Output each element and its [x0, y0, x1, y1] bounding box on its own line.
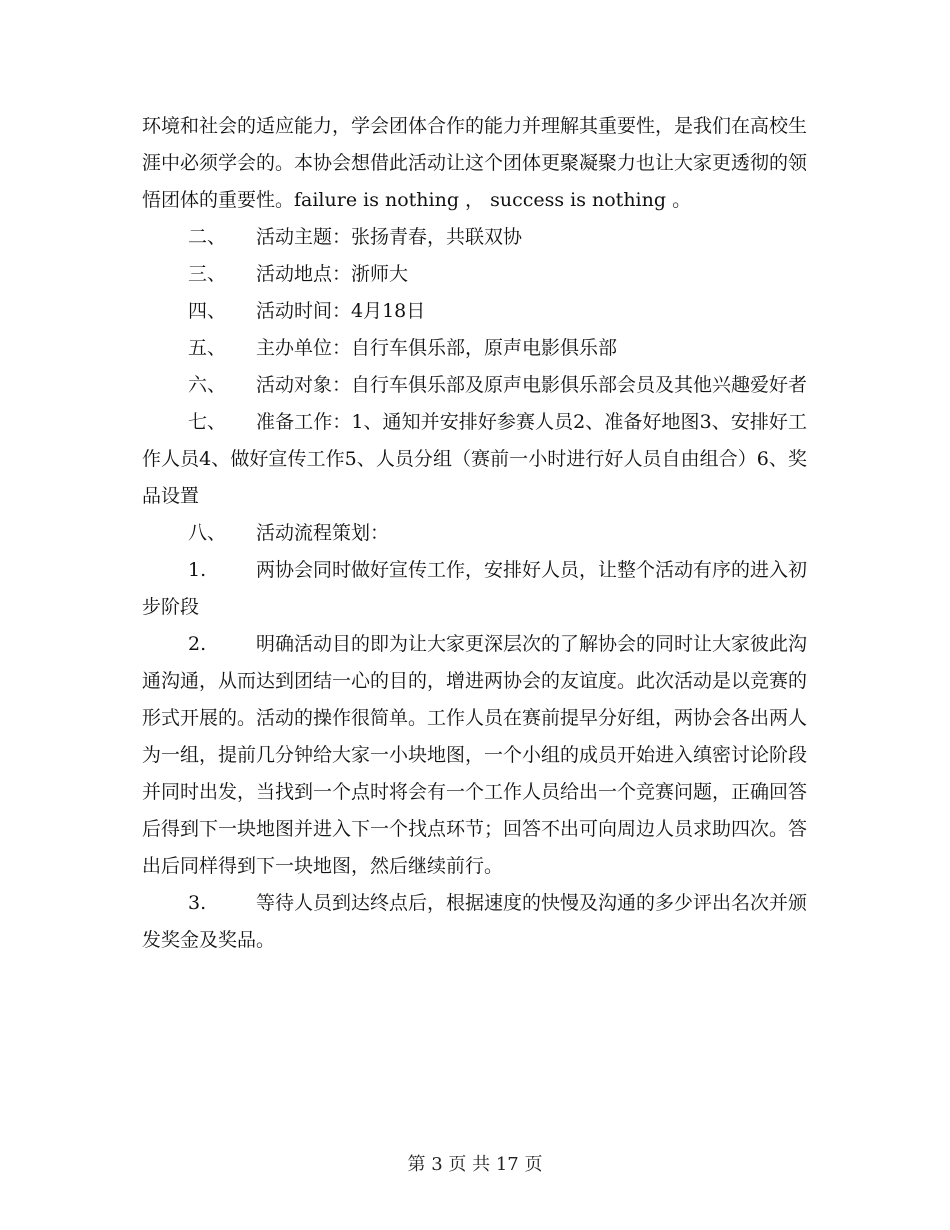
section-number: 三、 [188, 263, 227, 285]
page-footer: 第 3 页 共 17 页 [407, 1154, 543, 1175]
section-number: 八、 [188, 522, 227, 544]
section-process [142, 515, 807, 552]
process-step [142, 885, 807, 959]
section-organizer [142, 330, 807, 367]
step-text: 明确活动目的即为让大家更深层次的了解协会的同时让大家彼此沟通沟通，从而达到团结一心的目的，增进两协会的友谊度。此次活动是以竞赛的形式开展的。活动的操作很简单。工作人员在赛前提早分好组，两协会各出两人为一组，提前几分钟给大家一小块地图，一个小组的成员开始进入缜密讨论阶段并同时出发，当找到一个点时将会有一个工作人员给出一个竞赛问题，正确回答后得到下一块地图并进入下一个找点环节；回答不出可向周边人员求助四次。答出后同样得到下一块地图，然后继续前行。 [142, 633, 808, 877]
process-step [142, 552, 807, 626]
step-number: 2. [188, 633, 207, 655]
step-number: 1. [188, 559, 207, 581]
section-location [142, 256, 807, 293]
process-step [142, 626, 807, 885]
document-body [142, 108, 807, 959]
intro-paragraph: 环境和社会的适应能力，学会团体合作的能力并理解其重要性，是我们在高校生涯中必须学会的。本协会想借此活动让这个团体更聚凝聚力也让大家更透彻的领悟团体的重要性。failure is nothing ， success is nothing 。 [142, 115, 808, 211]
section-audience [142, 367, 807, 404]
section-text: 活动对象：自行车俱乐部及原声电影俱乐部会员及其他兴趣爱好者 [256, 374, 808, 396]
section-preparation [142, 404, 807, 515]
section-theme [142, 219, 807, 256]
section-text: 主办单位：自行车俱乐部，原声电影俱乐部 [256, 337, 618, 359]
section-text: 活动时间：4月18日 [256, 300, 426, 322]
section-number: 五、 [188, 337, 227, 359]
section-number: 二、 [188, 226, 227, 248]
section-number: 七、 [188, 411, 227, 433]
step-text: 两协会同时做好宣传工作，安排好人员，让整个活动有序的进入初步阶段 [142, 559, 808, 618]
step-number: 3. [188, 892, 207, 914]
step-text: 等待人员到达终点后，根据速度的快慢及沟通的多少评出名次并颁发奖金及奖品。 [142, 892, 808, 951]
section-text: 活动主题：张扬青春，共联双协 [256, 226, 523, 248]
section-text: 准备工作：1、通知并安排好参赛人员2、准备好地图3、安排好工作人员4、做好宣传工作5、人员分组（赛前一小时进行好人员自由组合）6、奖品设置 [142, 411, 807, 507]
section-time [142, 293, 807, 330]
section-text: 活动流程策划： [256, 522, 390, 544]
section-number: 六、 [188, 374, 227, 396]
section-number: 四、 [188, 300, 227, 322]
section-text: 活动地点：浙师大 [256, 263, 409, 285]
